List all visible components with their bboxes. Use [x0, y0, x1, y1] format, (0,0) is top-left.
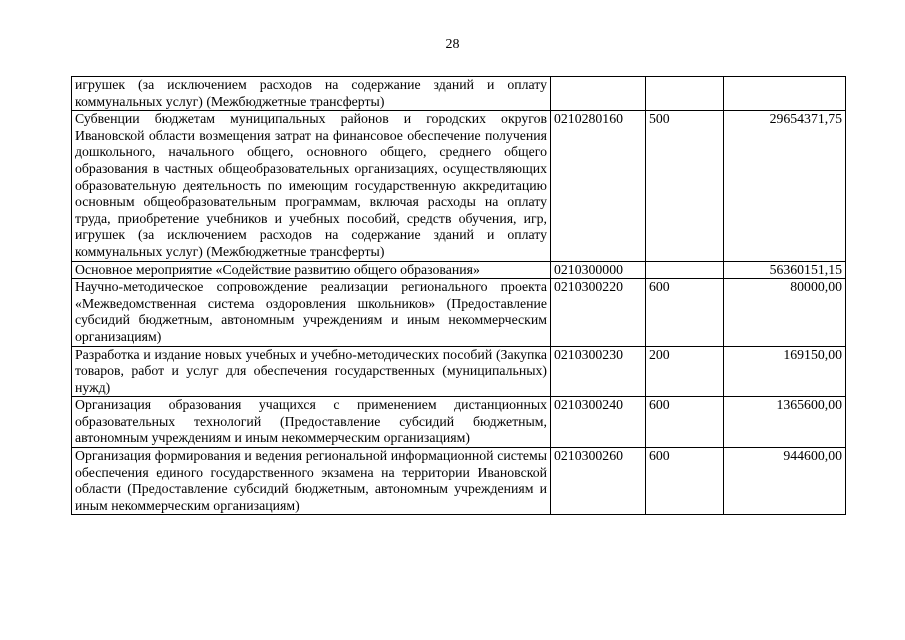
row-name-cell: Организация формирования и ведения региональной информационной системы обеспечения единого государственного экзамена на территории Ивановской области (Предоставление субсидий бюджетным, автономным учреждениям и иным некоммерческим организациям)	[72, 448, 551, 515]
row-code-cell: 0210300230	[551, 346, 646, 397]
table-row	[72, 77, 846, 111]
row-name-cell: Субвенции бюджетам муниципальных районов и городских округов Ивановской области возмещения затрат на финансовое обеспечение получения дошкольного, начального общего, основного общего, среднего общего образования в частных общеобразовательных организациях, осуществляющих образовательную деятельность по имеющим государственную аккредитацию основным общеобразовательным программам, включая расходы на оплату труда, приобретение учебников и учебных пособий, средств обучения, игр, игрушек (за исключением расходов на содержание зданий и оплату коммунальных услуг) (Межбюджетные трансферты)	[72, 111, 551, 261]
row-sum-cell: 1365600,00	[724, 397, 846, 448]
row-sum-cell	[724, 77, 846, 111]
row-type-cell: 600	[646, 279, 724, 346]
row-name-cell: Основное мероприятие «Содействие развитию общего образования»	[72, 261, 551, 279]
row-name-cell: Разработка и издание новых учебных и учебно-методических пособий (Закупка товаров, работ и услуг для обеспечения государственных (муниципальных) нужд)	[72, 346, 551, 397]
row-code-cell: 0210300260	[551, 448, 646, 515]
row-code-cell: 0210300220	[551, 279, 646, 346]
row-sum-cell: 29654371,75	[724, 111, 846, 261]
row-type-cell	[646, 77, 724, 111]
row-sum-cell: 56360151,15	[724, 261, 846, 279]
row-type-cell: 600	[646, 397, 724, 448]
table-row	[72, 397, 846, 448]
table-row	[72, 261, 846, 279]
row-type-cell: 600	[646, 448, 724, 515]
row-code-cell: 0210300000	[551, 261, 646, 279]
page-number: 28	[445, 37, 460, 52]
table-row	[72, 279, 846, 346]
row-code-cell: 0210300240	[551, 397, 646, 448]
row-code-cell	[551, 77, 646, 111]
row-name-cell: Научно-методическое сопровождение реализации регионального проекта «Межведомственная система оздоровления школьников» (Предоставление субсидий бюджетным, автономным учреждениям и иным некоммерческим организациям)	[72, 279, 551, 346]
row-sum-cell: 80000,00	[724, 279, 846, 346]
row-type-cell: 200	[646, 346, 724, 397]
table-row	[72, 346, 846, 397]
row-sum-cell: 944600,00	[724, 448, 846, 515]
row-name-cell: игрушек (за исключением расходов на содержание зданий и оплату коммунальных услуг) (Межбюджетные трансферты)	[72, 77, 551, 111]
row-type-cell: 500	[646, 111, 724, 261]
budget-table	[71, 76, 846, 515]
row-sum-cell: 169150,00	[724, 346, 846, 397]
row-name-cell: Организация образования учащихся с применением дистанционных образовательных технологий (Предоставление субсидий бюджетным, автономным учреждениям и иным некоммерческим организациям)	[72, 397, 551, 448]
table-row	[72, 448, 846, 515]
row-code-cell: 0210280160	[551, 111, 646, 261]
row-type-cell	[646, 261, 724, 279]
table-row	[72, 111, 846, 261]
